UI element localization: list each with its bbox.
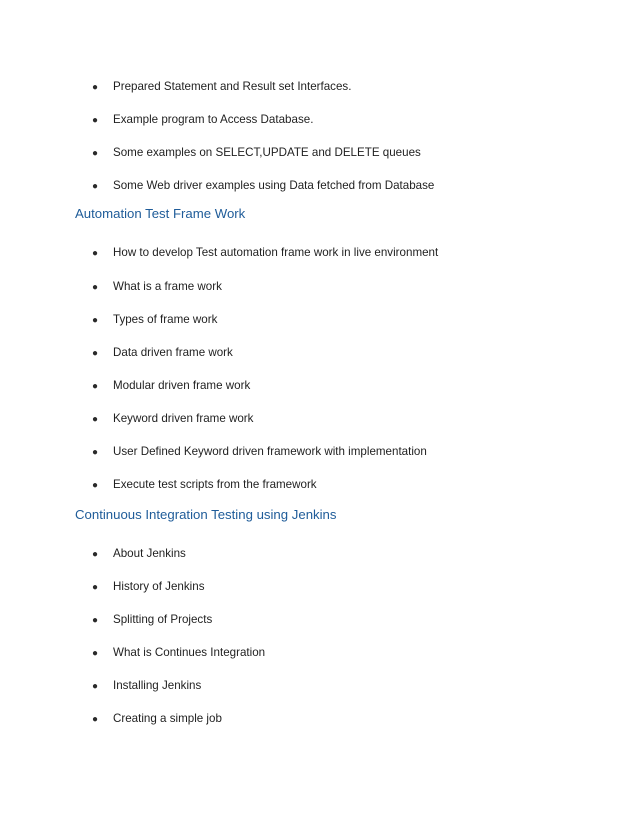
list-item-text: Data driven frame work: [113, 346, 233, 359]
list-item-text: What is Continues Integration: [113, 646, 266, 659]
list-item: [0, 378, 638, 396]
list-item-text: Splitting of Projects: [113, 613, 213, 626]
list-item: [0, 711, 638, 729]
bullet-icon: ●: [92, 381, 99, 392]
list-item: [0, 579, 638, 597]
list-item-text: Installing Jenkins: [113, 679, 202, 692]
bullet-icon: ●: [92, 348, 99, 359]
list-item-text: Types of frame work: [113, 313, 218, 326]
bullet-icon: ●: [92, 549, 99, 560]
list-item: [0, 79, 638, 97]
list-item: [0, 112, 638, 130]
list-item: [0, 312, 638, 330]
bullet-icon: ●: [92, 714, 99, 725]
list-item-text: How to develop Test automation frame work in live environment: [113, 246, 439, 259]
bullet-icon: ●: [92, 248, 99, 259]
list-item-text: Some examples on SELECT,UPDATE and DELETE queues: [113, 146, 421, 159]
bullet-icon: ●: [92, 181, 99, 192]
list-item: [0, 444, 638, 462]
bullet-icon: ●: [92, 447, 99, 458]
list-item-text: Keyword driven frame work: [113, 412, 254, 425]
list-item: [0, 145, 638, 163]
bullet-icon: ●: [92, 582, 99, 593]
section-heading-jenkins: Continuous Integration Testing using Jenkins: [75, 507, 337, 522]
bullet-icon: ●: [92, 648, 99, 659]
list-item-text: Execute test scripts from the framework: [113, 478, 317, 491]
bullet-icon: ●: [92, 148, 99, 159]
section-heading-automation: Automation Test Frame Work: [75, 206, 246, 221]
list-item: [0, 245, 638, 263]
bullet-icon: ●: [92, 414, 99, 425]
bullet-icon: ●: [92, 282, 99, 293]
list-item-text: Creating a simple job: [113, 712, 222, 725]
list-item: [0, 612, 638, 630]
list-item: [0, 411, 638, 429]
bullet-icon: ●: [92, 315, 99, 326]
list-item-text: What is a frame work: [113, 280, 222, 293]
list-item: [0, 678, 638, 696]
bullet-icon: ●: [92, 615, 99, 626]
bullet-icon: ●: [92, 480, 99, 491]
list-item: [0, 178, 638, 196]
bullet-icon: ●: [92, 82, 99, 93]
list-item-text: User Defined Keyword driven framework with implementation: [113, 445, 427, 458]
bullet-icon: ●: [92, 681, 99, 692]
bullet-icon: ●: [92, 115, 99, 126]
list-item: [0, 279, 638, 297]
list-item: [0, 345, 638, 363]
list-item-text: History of Jenkins: [113, 580, 205, 593]
list-item-text: Prepared Statement and Result set Interfaces.: [113, 80, 352, 93]
list-item-text: Example program to Access Database.: [113, 113, 314, 126]
list-item: [0, 477, 638, 495]
list-item: [0, 546, 638, 564]
list-item-text: About Jenkins: [113, 547, 186, 560]
list-item-text: Some Web driver examples using Data fetched from Database: [113, 179, 435, 192]
list-item-text: Modular driven frame work: [113, 379, 251, 392]
list-item: [0, 645, 638, 663]
